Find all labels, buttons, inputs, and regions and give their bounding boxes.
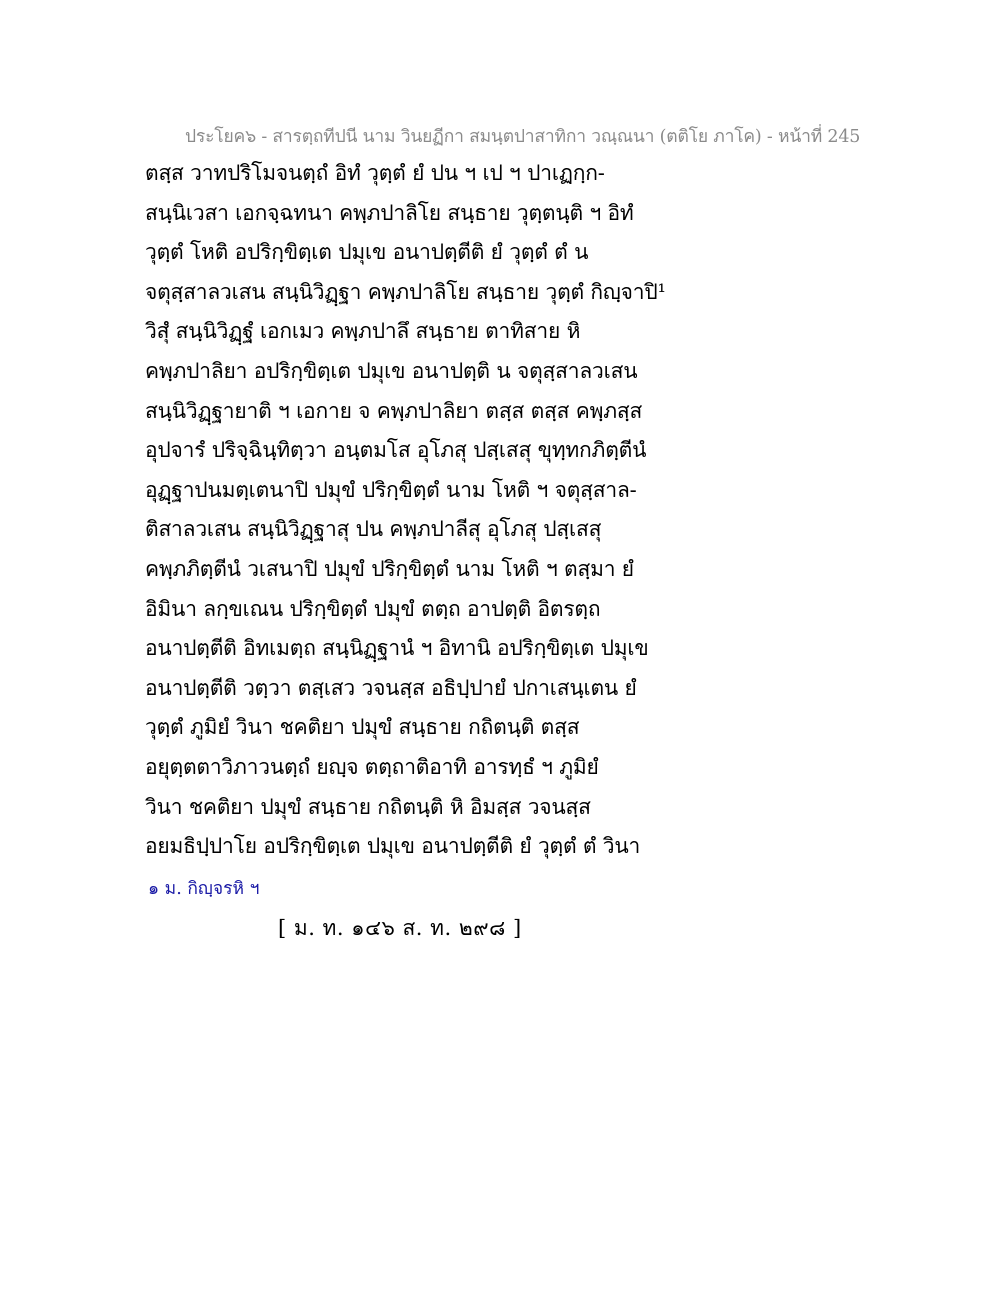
page-reference: [ ม. ท. ๑๔๖ ส. ท. ๒๙๘ ] [278, 916, 522, 940]
text-line: อยมธิปฺปาโย อปริกฺขิตฺเต ปมุเข อนาปตฺตีติ ยํ วุตฺตํ ตํ วินา [145, 834, 641, 859]
main-text [145, 158, 685, 871]
text-line: วุตฺตํ ภูมิยํ วินา ชคติยา ปมุขํ สนฺธาย กถิตนฺติ ตสฺส [145, 715, 580, 740]
text-line: วุตฺตํ โหติ อปริกฺขิตฺเต ปมุเข อนาปตฺตีติ ยํ วุตฺตํ ตํ น [145, 240, 589, 265]
running-header: ประโยค๖ - สารตฺถทีปนี นาม วินยฏีกา สมนฺตปาสาทิกา วณฺณนา (ตติโย ภาโค) - หน้าที่ 245 [185, 127, 861, 147]
text-line: วิสุํ สนฺนิวิฏฺฐํ เอกเมว คพฺภปาลึ สนฺธาย ตาทิสาย หิ [145, 319, 581, 344]
text-line: วินา ชคติยา ปมุขํ สนฺธาย กถิตนฺติ หิ อิมสฺส วจนสฺส [145, 794, 591, 819]
text-line: คพฺภภิตฺตีนํ วเสนาปิ ปมุขํ ปริกฺขิตฺตํ นาม โหติ ฯ ตสฺมา ยํ [145, 556, 634, 581]
text-line: สนฺนิวิฏฺฐายาติ ฯ เอกาย จ คพฺภปาลิยา ตสฺส ตสฺส คพฺภสฺส [145, 398, 643, 423]
text-line: ตสฺส วาทปริโมจนตฺถํ อิทํ วุตฺตํ ยํ ปน ฯ เป ฯ ปาเฏกฺก- [145, 161, 605, 185]
text-line: อนาปตฺตีติ อิทเมตฺถ สนฺนิฏฺฐานํ ฯ อิทานิ อปริกฺขิตฺเต ปมุเข [145, 636, 649, 661]
footnote: ๑ ม. กิญฺจรหิ ฯ [148, 879, 260, 899]
text-line: คพฺภปาลิยา อปริกฺขิตฺเต ปมุเข อนาปตฺติ น จตุสฺสาลวเสน [145, 358, 638, 383]
text-line: อุฏฺฐาปนมตฺเตนาปิ ปมุขํ ปริกฺขิตฺตํ นาม โหติ ฯ จตุสฺสาล- [145, 477, 637, 502]
text-line: สนฺนิเวสา เอกจฺฉทนา คพฺภปาลิโย สนฺธาย วุตฺตนฺติ ฯ อิทํ [145, 200, 634, 225]
text-line: จตุสฺสาลวเสน สนฺนิวิฏฺฐา คพฺภปาลิโย สนฺธาย วุตฺตํ กิญฺจาปิ¹ [145, 279, 666, 304]
text-line: อนาปตฺตีติ วตฺวา ตสฺเสว วจนสฺส อธิปฺปายํ ปกาเสนฺเตน ยํ [145, 675, 637, 700]
text-line: อยุตฺตตาวิภาวนตฺถํ ยญฺจ ตตฺถาติอาทิ อารทฺธํ ฯ ภูมิยํ [145, 754, 599, 779]
text-line: ติสาลวเสน สนฺนิวิฏฺฐาสุ ปน คพฺภปาลีสุ อุโภสุ ปสฺเสสุ [145, 517, 602, 542]
text-line: อุปจารํ ปริจฺฉินฺทิตฺวา อนฺตมโส อุโภสุ ปสฺเสสุ ขุทฺทกภิตฺตีนํ [145, 438, 647, 463]
text-line: อิมินา ลกฺขเณน ปริกฺขิตฺตํ ปมุขํ ตตฺถ อาปตฺติ อิตรตฺถ [145, 596, 601, 621]
